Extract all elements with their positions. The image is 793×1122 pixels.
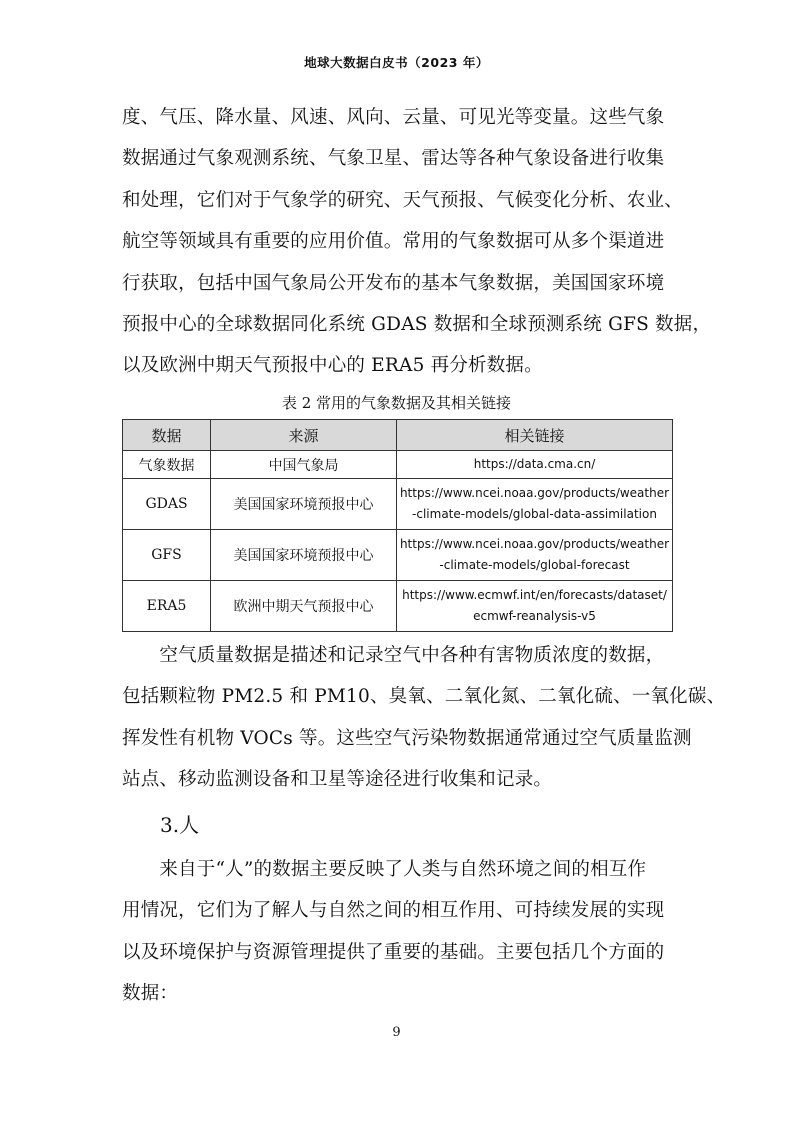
- link-text[interactable]: https://data.cma.cn/: [473, 457, 596, 471]
- paragraph-line: 空气质量数据是描述和记录空气中各种有害物质浓度的数据，: [122, 645, 665, 666]
- link-text[interactable]: ecmwf-reanalysis-v5: [473, 609, 596, 623]
- link-text[interactable]: https://www.ncei.noaa.gov/products/weather: [399, 486, 670, 500]
- cell-data: 气象数据: [123, 451, 211, 479]
- paragraph-line: 数据：: [122, 983, 179, 1005]
- page-header: 地球大数据白皮书（2023 年）: [304, 55, 489, 70]
- section-heading: 3.人: [160, 813, 200, 837]
- meteorological-data-table: [122, 419, 673, 632]
- paragraph-line: 来自于“人”的数据主要反映了人类与自然环境之间的相互作: [122, 859, 647, 880]
- paragraph-line: 预报中心的全球数据同化系统 GDAS 数据和全球预测系统 GFS 数据，: [122, 313, 712, 335]
- header-source: 来源: [211, 420, 397, 451]
- link-text[interactable]: -climate-models/global-data-assimilation: [412, 507, 657, 521]
- cell-link[interactable]: [397, 530, 673, 581]
- paragraph-line: 站点、移动监测设备和卫星等途径进行收集和记录。: [122, 769, 553, 791]
- paragraph-human-data: [122, 849, 672, 1015]
- paragraph-line: 航空等领域具有重要的应用价值。常用的气象数据可从多个渠道进: [122, 231, 665, 253]
- link-text[interactable]: https://www.ecmwf.int/en/forecasts/dataset/: [402, 588, 667, 602]
- table-row: [123, 479, 673, 530]
- page-number: 9: [392, 1025, 401, 1040]
- cell-link[interactable]: [397, 479, 673, 530]
- paragraph-line: 包括颗粒物 PM2.5 和 PM10、臭氧、二氧化氮、二氧化硫、一氧化碳、: [122, 686, 726, 708]
- cell-link[interactable]: [397, 451, 673, 479]
- paragraph-line: 和处理，它们对于气象学的研究、天气预报、气候变化分析、农业、: [122, 189, 684, 211]
- link-text[interactable]: https://www.ncei.noaa.gov/products/weather: [399, 537, 670, 551]
- paragraph-line: 以及欧洲中期天气预报中心的 ERA5 再分析数据。: [122, 355, 543, 377]
- cell-link[interactable]: [397, 581, 673, 632]
- cell-source: 中国气象局: [211, 451, 397, 479]
- paragraph-air-quality: [122, 635, 726, 801]
- header-data: 数据: [123, 420, 211, 451]
- cell-data: GDAS: [123, 479, 211, 530]
- paragraph-line: 用情况，它们为了解人与自然之间的相互作用、可持续发展的实现: [122, 900, 665, 922]
- cell-source: 美国国家环境预报中心: [211, 479, 397, 530]
- paragraph-line: 数据通过气象观测系统、气象卫星、雷达等各种气象设备进行收集: [122, 148, 665, 170]
- paragraph-line: 度、气压、降水量、风速、风向、云量、可见光等变量。这些气象: [122, 107, 665, 128]
- cell-source: 美国国家环境预报中心: [211, 530, 397, 581]
- table-row: [123, 530, 673, 581]
- header-links: 相关链接: [397, 420, 673, 451]
- table-caption: 表 2 常用的气象数据及其相关链接: [281, 394, 512, 412]
- cell-source: 欧洲中期天气预报中心: [211, 581, 397, 632]
- link-text[interactable]: -climate-models/global-forecast: [439, 558, 630, 572]
- table-header-row: [123, 420, 673, 451]
- cell-data: ERA5: [123, 581, 211, 632]
- cell-data: GFS: [123, 530, 211, 581]
- paragraph-line: 挥发性有机物 VOCs 等。这些空气污染物数据通常通过空气质量监测: [122, 727, 692, 749]
- table-row: [123, 581, 673, 632]
- paragraph-line: 以及环境保护与资源管理提供了重要的基础。主要包括几个方面的: [122, 941, 665, 963]
- paragraph-line: 行获取，包括中国气象局公开发布的基本气象数据，美国国家环境: [122, 272, 665, 294]
- paragraph-meteorological-data: [122, 97, 712, 387]
- table-row: [123, 451, 673, 479]
